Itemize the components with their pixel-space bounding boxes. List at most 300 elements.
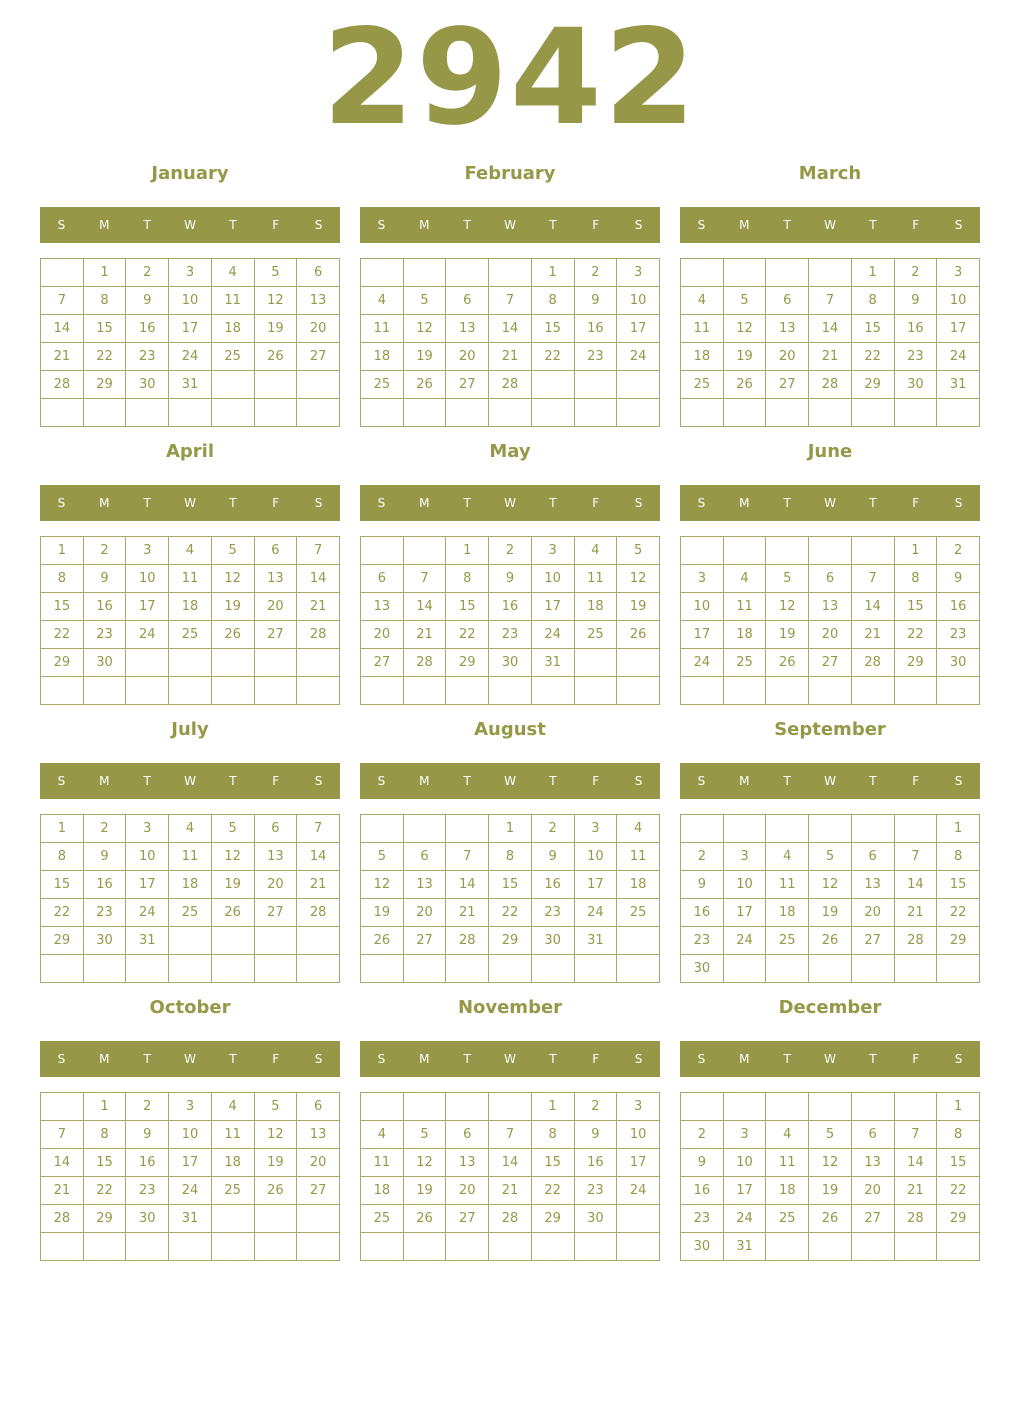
empty-day-cell	[297, 1233, 340, 1261]
day-cell: 9	[83, 565, 126, 593]
weekday-header: S	[954, 1052, 963, 1066]
week-row	[681, 1093, 980, 1121]
day-cell: 19	[211, 593, 254, 621]
empty-day-cell	[681, 537, 724, 565]
day-cell: 30	[681, 1233, 724, 1261]
week-row	[41, 1093, 340, 1121]
empty-day-cell	[617, 927, 660, 955]
weekday-header: M	[739, 774, 750, 788]
weekday-header: T	[229, 774, 237, 788]
day-cell: 28	[297, 899, 340, 927]
empty-day-cell	[169, 677, 212, 705]
empty-day-cell	[41, 259, 84, 287]
day-cell: 8	[851, 287, 894, 315]
week-row	[41, 677, 340, 705]
weekday-header-bar	[360, 207, 660, 243]
empty-day-cell	[254, 649, 297, 677]
day-cell: 22	[851, 343, 894, 371]
day-cell: 25	[574, 621, 617, 649]
day-cell: 18	[361, 343, 404, 371]
day-cell: 14	[297, 843, 340, 871]
weekday-header: F	[272, 774, 280, 788]
day-cell: 9	[574, 287, 617, 315]
day-cell: 6	[254, 815, 297, 843]
day-cell: 13	[851, 1149, 894, 1177]
weekday-header: T	[229, 496, 237, 510]
day-cell: 4	[766, 1121, 809, 1149]
day-cell: 22	[894, 621, 937, 649]
day-cell: 29	[531, 1205, 574, 1233]
day-cell: 5	[403, 287, 446, 315]
weekday-header: W	[184, 218, 196, 232]
day-cell: 9	[894, 287, 937, 315]
day-cell: 9	[937, 565, 980, 593]
day-cell: 25	[681, 371, 724, 399]
empty-day-cell	[361, 1093, 404, 1121]
day-cell: 20	[446, 1177, 489, 1205]
day-cell: 5	[723, 287, 766, 315]
weekday-header: T	[143, 774, 151, 788]
empty-day-cell	[403, 537, 446, 565]
empty-day-cell	[211, 927, 254, 955]
day-cell: 16	[681, 1177, 724, 1205]
day-cell: 6	[361, 565, 404, 593]
week-row	[41, 621, 340, 649]
day-cell: 18	[766, 1177, 809, 1205]
day-cell: 13	[446, 1149, 489, 1177]
weekday-header: S	[57, 218, 66, 232]
day-cell: 28	[851, 649, 894, 677]
month-name: September	[774, 719, 886, 740]
day-cell: 10	[126, 565, 169, 593]
day-cell: 5	[809, 1121, 852, 1149]
empty-day-cell	[574, 371, 617, 399]
day-cell: 21	[41, 343, 84, 371]
day-cell: 3	[617, 259, 660, 287]
weekday-header: T	[549, 496, 557, 510]
empty-day-cell	[681, 259, 724, 287]
weekday-header: M	[739, 496, 750, 510]
empty-day-cell	[766, 1093, 809, 1121]
day-cell: 7	[297, 537, 340, 565]
day-cell: 25	[766, 1205, 809, 1233]
day-cell: 1	[41, 815, 84, 843]
day-cell: 2	[531, 815, 574, 843]
day-cell: 12	[723, 315, 766, 343]
day-cell: 10	[681, 593, 724, 621]
weekday-header-bar	[40, 763, 340, 799]
empty-day-cell	[574, 677, 617, 705]
day-cell: 31	[723, 1233, 766, 1261]
day-cell: 4	[169, 537, 212, 565]
weekday-header-bar	[680, 1041, 980, 1077]
day-cell: 3	[169, 1093, 212, 1121]
weekday-header: F	[272, 218, 280, 232]
weekday-header: W	[504, 1052, 516, 1066]
day-cell: 26	[254, 1177, 297, 1205]
day-cell: 3	[617, 1093, 660, 1121]
day-cell: 23	[126, 343, 169, 371]
empty-day-cell	[361, 399, 404, 427]
day-cell: 11	[169, 843, 212, 871]
weekday-header: S	[954, 496, 963, 510]
weekday-header: S	[634, 218, 643, 232]
empty-day-cell	[531, 677, 574, 705]
weekday-header: F	[592, 774, 600, 788]
day-cell: 13	[446, 315, 489, 343]
day-cell: 5	[211, 815, 254, 843]
day-cell: 7	[489, 287, 532, 315]
empty-day-cell	[851, 1233, 894, 1261]
day-cell: 25	[211, 1177, 254, 1205]
weekday-header: M	[739, 1052, 750, 1066]
day-cell: 28	[894, 1205, 937, 1233]
day-cell: 29	[489, 927, 532, 955]
day-cell: 12	[211, 843, 254, 871]
empty-day-cell	[446, 677, 489, 705]
week-row	[681, 287, 980, 315]
empty-day-cell	[617, 677, 660, 705]
day-cell: 16	[894, 315, 937, 343]
weekday-header: T	[783, 218, 791, 232]
day-cell: 14	[489, 1149, 532, 1177]
day-cell: 10	[574, 843, 617, 871]
empty-day-cell	[169, 927, 212, 955]
week-row	[361, 649, 660, 677]
empty-day-cell	[489, 259, 532, 287]
weekday-header-bar	[680, 763, 980, 799]
day-cell: 17	[723, 899, 766, 927]
empty-day-cell	[894, 815, 937, 843]
day-cell: 28	[489, 1205, 532, 1233]
day-cell: 7	[41, 1121, 84, 1149]
week-row	[361, 565, 660, 593]
weekday-header: M	[99, 496, 110, 510]
weekday-header: F	[592, 496, 600, 510]
weekday-header: W	[504, 774, 516, 788]
empty-day-cell	[766, 537, 809, 565]
empty-day-cell	[126, 1233, 169, 1261]
week-row	[361, 1233, 660, 1261]
weekday-header: M	[99, 218, 110, 232]
empty-day-cell	[894, 399, 937, 427]
empty-day-cell	[894, 1093, 937, 1121]
day-cell: 12	[403, 315, 446, 343]
day-cell: 28	[297, 621, 340, 649]
week-row	[681, 537, 980, 565]
day-cell: 26	[766, 649, 809, 677]
weekday-header: F	[912, 218, 920, 232]
week-row	[361, 899, 660, 927]
day-cell: 23	[531, 899, 574, 927]
day-cell: 21	[894, 1177, 937, 1205]
empty-day-cell	[617, 371, 660, 399]
day-cell: 20	[254, 871, 297, 899]
empty-day-cell	[851, 677, 894, 705]
day-cell: 26	[254, 343, 297, 371]
day-cell: 23	[681, 1205, 724, 1233]
empty-day-cell	[297, 371, 340, 399]
day-cell: 26	[723, 371, 766, 399]
day-cell: 1	[894, 537, 937, 565]
week-row	[41, 1121, 340, 1149]
day-cell: 24	[169, 343, 212, 371]
week-row	[361, 843, 660, 871]
weekday-header: S	[697, 496, 706, 510]
day-cell: 10	[723, 871, 766, 899]
day-cell: 28	[809, 371, 852, 399]
day-cell: 22	[937, 1177, 980, 1205]
day-cell: 17	[723, 1177, 766, 1205]
day-cell: 15	[937, 1149, 980, 1177]
day-cell: 17	[681, 621, 724, 649]
week-row	[361, 259, 660, 287]
day-cell: 25	[169, 621, 212, 649]
empty-day-cell	[617, 1205, 660, 1233]
day-cell: 21	[446, 899, 489, 927]
week-row	[681, 565, 980, 593]
day-cell: 19	[723, 343, 766, 371]
day-cell: 3	[126, 537, 169, 565]
day-cell: 11	[211, 1121, 254, 1149]
day-cell: 5	[211, 537, 254, 565]
week-row	[681, 677, 980, 705]
day-cell: 18	[723, 621, 766, 649]
weekday-header: S	[377, 218, 386, 232]
day-cell: 4	[574, 537, 617, 565]
empty-day-cell	[809, 259, 852, 287]
day-cell: 2	[894, 259, 937, 287]
day-cell: 29	[446, 649, 489, 677]
empty-day-cell	[211, 1205, 254, 1233]
day-cell: 23	[83, 899, 126, 927]
day-cell: 29	[937, 927, 980, 955]
empty-day-cell	[617, 1233, 660, 1261]
day-cell: 20	[361, 621, 404, 649]
weekday-header: T	[143, 1052, 151, 1066]
day-cell: 12	[617, 565, 660, 593]
empty-day-cell	[254, 399, 297, 427]
empty-day-cell	[937, 399, 980, 427]
empty-day-cell	[681, 677, 724, 705]
empty-day-cell	[83, 955, 126, 983]
day-cell: 10	[617, 287, 660, 315]
empty-day-cell	[723, 677, 766, 705]
day-cell: 14	[489, 315, 532, 343]
weekday-header: S	[634, 496, 643, 510]
week-row	[361, 1177, 660, 1205]
day-cell: 16	[126, 1149, 169, 1177]
weekday-header: T	[463, 1052, 471, 1066]
year-title: 2942	[322, 1, 698, 155]
day-cell: 23	[574, 343, 617, 371]
day-cell: 20	[403, 899, 446, 927]
empty-day-cell	[446, 399, 489, 427]
day-cell: 21	[489, 1177, 532, 1205]
day-cell: 12	[254, 1121, 297, 1149]
day-cell: 5	[809, 843, 852, 871]
empty-day-cell	[361, 677, 404, 705]
weekday-header: S	[697, 218, 706, 232]
weekday-header: T	[143, 218, 151, 232]
day-cell: 20	[297, 1149, 340, 1177]
day-cell: 6	[446, 1121, 489, 1149]
empty-day-cell	[403, 259, 446, 287]
day-cell: 21	[894, 899, 937, 927]
week-row	[681, 371, 980, 399]
week-row	[681, 593, 980, 621]
empty-day-cell	[403, 1233, 446, 1261]
day-cell: 9	[126, 1121, 169, 1149]
week-row	[681, 815, 980, 843]
day-grid	[40, 258, 340, 427]
day-cell: 18	[169, 871, 212, 899]
empty-day-cell	[723, 259, 766, 287]
day-cell: 17	[617, 1149, 660, 1177]
empty-day-cell	[41, 1093, 84, 1121]
week-row	[361, 1121, 660, 1149]
day-cell: 19	[403, 1177, 446, 1205]
weekday-header-bar	[680, 485, 980, 521]
empty-day-cell	[446, 1233, 489, 1261]
day-cell: 16	[83, 871, 126, 899]
empty-day-cell	[894, 955, 937, 983]
day-cell: 14	[809, 315, 852, 343]
day-cell: 27	[403, 927, 446, 955]
day-cell: 20	[851, 899, 894, 927]
day-cell: 12	[361, 871, 404, 899]
day-cell: 29	[937, 1205, 980, 1233]
empty-day-cell	[809, 815, 852, 843]
empty-day-cell	[574, 955, 617, 983]
day-cell: 2	[126, 1093, 169, 1121]
empty-day-cell	[169, 955, 212, 983]
weekday-header: M	[739, 218, 750, 232]
day-cell: 6	[766, 287, 809, 315]
day-cell: 26	[617, 621, 660, 649]
weekday-header: T	[783, 496, 791, 510]
day-cell: 27	[297, 1177, 340, 1205]
week-row	[361, 399, 660, 427]
day-cell: 25	[617, 899, 660, 927]
day-cell: 18	[211, 1149, 254, 1177]
day-cell: 15	[83, 1149, 126, 1177]
day-cell: 10	[617, 1121, 660, 1149]
weekday-header: T	[143, 496, 151, 510]
weekday-header: W	[824, 218, 836, 232]
day-cell: 8	[83, 1121, 126, 1149]
week-row	[681, 843, 980, 871]
weekday-header: T	[869, 1052, 877, 1066]
day-cell: 17	[617, 315, 660, 343]
day-cell: 9	[126, 287, 169, 315]
empty-day-cell	[41, 955, 84, 983]
weekday-header: W	[504, 496, 516, 510]
empty-day-cell	[83, 677, 126, 705]
empty-day-cell	[574, 1233, 617, 1261]
day-cell: 26	[809, 927, 852, 955]
empty-day-cell	[297, 1205, 340, 1233]
empty-day-cell	[297, 927, 340, 955]
empty-day-cell	[211, 649, 254, 677]
day-cell: 3	[169, 259, 212, 287]
day-cell: 13	[297, 1121, 340, 1149]
empty-day-cell	[723, 815, 766, 843]
day-cell: 11	[361, 1149, 404, 1177]
day-cell: 2	[574, 259, 617, 287]
day-cell: 15	[83, 315, 126, 343]
weekday-header: S	[954, 774, 963, 788]
day-cell: 7	[894, 843, 937, 871]
empty-day-cell	[894, 1233, 937, 1261]
week-row	[361, 343, 660, 371]
day-cell: 2	[126, 259, 169, 287]
weekday-header: F	[592, 218, 600, 232]
week-row	[41, 315, 340, 343]
day-cell: 4	[361, 287, 404, 315]
week-row	[361, 955, 660, 983]
day-cell: 31	[574, 927, 617, 955]
day-cell: 26	[211, 899, 254, 927]
day-cell: 15	[41, 871, 84, 899]
day-cell: 18	[681, 343, 724, 371]
day-cell: 4	[361, 1121, 404, 1149]
day-cell: 2	[83, 537, 126, 565]
day-cell: 14	[297, 565, 340, 593]
day-cell: 6	[254, 537, 297, 565]
weekday-header: F	[912, 774, 920, 788]
weekday-header: T	[463, 496, 471, 510]
empty-day-cell	[254, 371, 297, 399]
weekday-header: T	[783, 774, 791, 788]
empty-day-cell	[446, 1093, 489, 1121]
day-cell: 6	[851, 1121, 894, 1149]
weekday-header: W	[184, 774, 196, 788]
day-cell: 26	[809, 1205, 852, 1233]
day-cell: 24	[126, 621, 169, 649]
month-name: October	[149, 997, 231, 1018]
week-row	[41, 649, 340, 677]
empty-day-cell	[254, 677, 297, 705]
week-row	[361, 1093, 660, 1121]
day-cell: 31	[169, 371, 212, 399]
day-cell: 9	[681, 871, 724, 899]
day-cell: 17	[531, 593, 574, 621]
day-cell: 2	[489, 537, 532, 565]
day-cell: 2	[83, 815, 126, 843]
empty-day-cell	[851, 537, 894, 565]
week-row	[681, 927, 980, 955]
day-cell: 4	[169, 815, 212, 843]
empty-day-cell	[361, 955, 404, 983]
month-name: December	[778, 997, 882, 1018]
day-cell: 27	[851, 1205, 894, 1233]
day-cell: 30	[83, 649, 126, 677]
weekday-header: T	[463, 774, 471, 788]
weekday-header: W	[184, 496, 196, 510]
day-cell: 9	[83, 843, 126, 871]
empty-day-cell	[83, 399, 126, 427]
month-name: May	[489, 441, 531, 462]
week-row	[361, 1149, 660, 1177]
day-cell: 12	[766, 593, 809, 621]
empty-day-cell	[617, 399, 660, 427]
weekday-header: W	[184, 1052, 196, 1066]
day-cell: 1	[83, 1093, 126, 1121]
day-cell: 31	[937, 371, 980, 399]
empty-day-cell	[361, 537, 404, 565]
day-cell: 25	[361, 1205, 404, 1233]
